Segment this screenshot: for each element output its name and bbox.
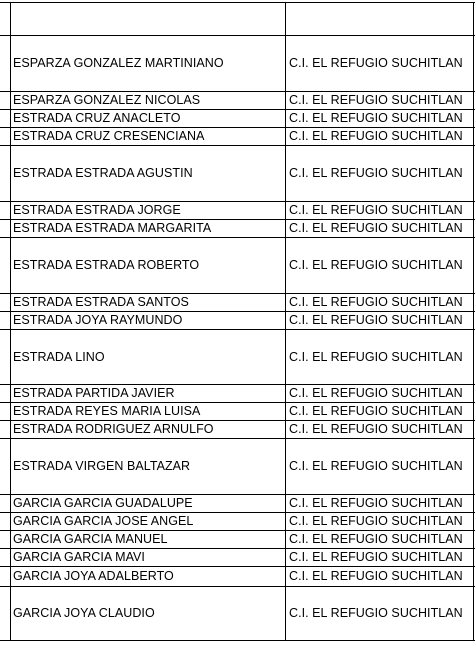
center-cell: C.I. EL REFUGIO SUCHITLAN bbox=[289, 111, 463, 125]
name-cell: ESTRADA ESTRADA ROBERTO bbox=[13, 258, 200, 272]
center-cell: C.I. EL REFUGIO SUCHITLAN bbox=[289, 404, 463, 418]
name-cell: ESTRADA CRUZ ANACLETO bbox=[13, 111, 181, 125]
center-cell: C.I. EL REFUGIO SUCHITLAN bbox=[289, 514, 463, 528]
row-separator bbox=[0, 237, 475, 238]
name-cell: ESTRADA ESTRADA MARGARITA bbox=[13, 221, 212, 235]
center-cell: C.I. EL REFUGIO SUCHITLAN bbox=[289, 532, 463, 546]
name-cell: ESTRADA LINO bbox=[13, 349, 105, 364]
center-cell: C.I. EL REFUGIO SUCHITLAN bbox=[289, 295, 463, 309]
center-cell: C.I. EL REFUGIO SUCHITLAN bbox=[289, 56, 463, 70]
center-cell: C.I. EL REFUGIO SUCHITLAN bbox=[289, 221, 463, 235]
center-cell: C.I. EL REFUGIO SUCHITLAN bbox=[289, 550, 463, 564]
column-separator bbox=[473, 2, 474, 640]
name-cell: GARCIA GARCIA MANUEL bbox=[13, 532, 168, 546]
center-cell: C.I. EL REFUGIO SUCHITLAN bbox=[289, 422, 463, 436]
center-cell: C.I. EL REFUGIO SUCHITLAN bbox=[289, 496, 463, 510]
row-separator bbox=[0, 329, 475, 330]
center-cell: C.I. EL REFUGIO SUCHITLAN bbox=[289, 349, 463, 364]
name-cell: ESPARZA GONZALEZ NICOLAS bbox=[13, 93, 201, 107]
name-cell: ESTRADA RODRIGUEZ ARNULFO bbox=[13, 422, 214, 436]
name-cell: GARCIA JOYA CLAUDIO bbox=[13, 606, 155, 620]
center-cell: C.I. EL REFUGIO SUCHITLAN bbox=[289, 203, 463, 217]
column-separator bbox=[285, 2, 286, 640]
name-cell: ESTRADA ESTRADA JORGE bbox=[13, 203, 181, 217]
center-cell: C.I. EL REFUGIO SUCHITLAN bbox=[289, 93, 463, 107]
name-cell: GARCIA JOYA ADALBERTO bbox=[13, 569, 174, 583]
row-separator bbox=[0, 35, 475, 36]
table-top-border bbox=[0, 2, 475, 3]
row-separator bbox=[0, 640, 475, 641]
name-cell: GARCIA GARCIA GUADALUPE bbox=[13, 496, 193, 510]
center-cell: C.I. EL REFUGIO SUCHITLAN bbox=[289, 569, 463, 583]
row-separator bbox=[0, 586, 475, 587]
name-cell: ESTRADA PARTIDA JAVIER bbox=[13, 386, 175, 400]
center-cell: C.I. EL REFUGIO SUCHITLAN bbox=[289, 459, 463, 473]
center-cell: C.I. EL REFUGIO SUCHITLAN bbox=[289, 386, 463, 400]
name-cell: ESTRADA VIRGEN BALTAZAR bbox=[13, 459, 191, 473]
name-cell: GARCIA GARCIA MAVI bbox=[13, 550, 145, 564]
name-cell: GARCIA GARCIA JOSE ANGEL bbox=[13, 514, 194, 528]
row-separator bbox=[0, 566, 475, 567]
center-cell: C.I. EL REFUGIO SUCHITLAN bbox=[289, 313, 463, 327]
name-cell: ESPARZA GONZALEZ MARTINIANO bbox=[13, 56, 224, 70]
column-separator bbox=[10, 2, 11, 640]
center-cell: C.I. EL REFUGIO SUCHITLAN bbox=[289, 606, 463, 620]
name-cell: ESTRADA ESTRADA AGUSTIN bbox=[13, 166, 193, 180]
center-cell: C.I. EL REFUGIO SUCHITLAN bbox=[289, 258, 463, 272]
name-cell: ESTRADA ESTRADA SANTOS bbox=[13, 295, 189, 309]
row-separator bbox=[0, 438, 475, 439]
row-separator bbox=[0, 145, 475, 146]
center-cell: C.I. EL REFUGIO SUCHITLAN bbox=[289, 129, 463, 143]
name-cell: ESTRADA JOYA RAYMUNDO bbox=[13, 313, 183, 327]
name-cell: ESTRADA REYES MARIA LUISA bbox=[13, 404, 201, 418]
center-cell: C.I. EL REFUGIO SUCHITLAN bbox=[289, 166, 463, 180]
name-cell: ESTRADA CRUZ CRESENCIANA bbox=[13, 129, 205, 143]
